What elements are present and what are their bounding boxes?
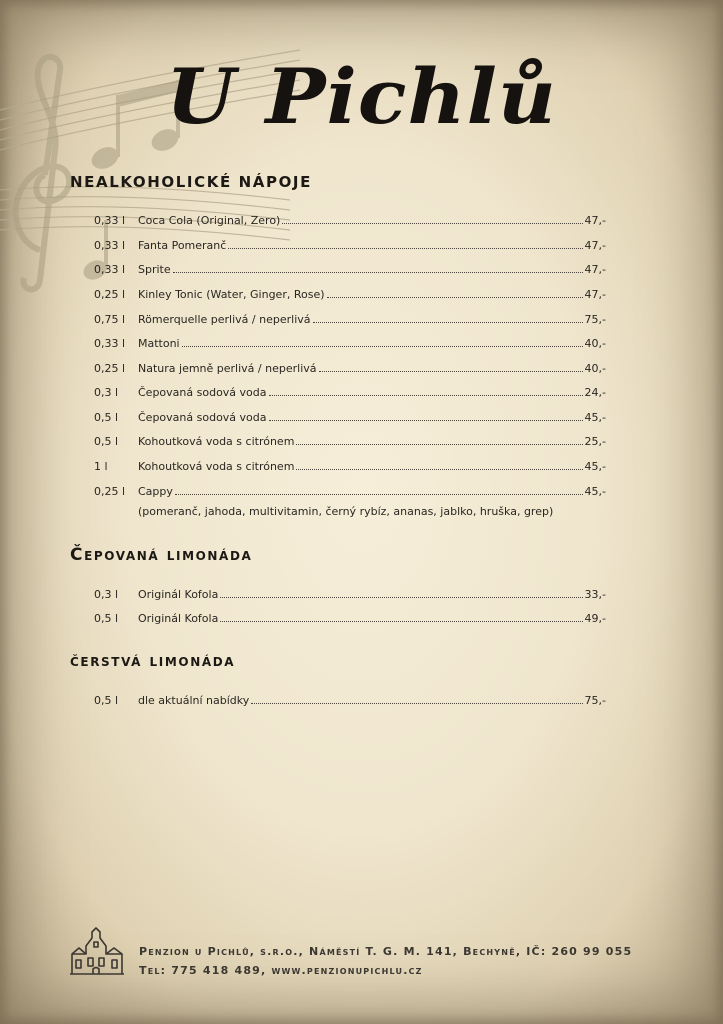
footer-address: Penzion u Pichlů, s.r.o., Náměstí T. G. M. 141, Bechyně, IČ: 260 99 055 (139, 945, 633, 958)
item-name: dle aktuální nabídky (138, 694, 250, 707)
menu-item (94, 588, 606, 604)
item-volume: 0,33 l (94, 263, 126, 276)
menu-item (94, 214, 606, 230)
menu-item (94, 288, 606, 304)
item-price: 45,- (584, 460, 606, 473)
item-name: Römerquelle perlivá / neperlivá (138, 313, 311, 326)
menu-item (94, 313, 606, 329)
menu-item (94, 411, 606, 427)
item-price: 40,- (584, 337, 606, 350)
dot-leader (220, 620, 582, 622)
item-name: Sprite (138, 263, 171, 276)
dot-leader (251, 702, 582, 704)
footer-contact: Tel: 775 418 489, www.penzionupichlu.cz (139, 964, 423, 977)
menu-item (94, 612, 606, 628)
item-volume: 0,5 l (94, 411, 119, 424)
item-price: 33,- (584, 588, 606, 601)
menu-item (94, 694, 606, 710)
dot-leader (173, 271, 583, 273)
item-name: Kohoutková voda s citrónem (138, 435, 295, 448)
item-note: (pomeranč, jahoda, multivitamin, černý rybíz, ananas, jablko, hruška, grep) (138, 505, 554, 518)
item-price: 40,- (584, 362, 606, 375)
item-volume: 0,3 l (94, 386, 119, 399)
item-volume: 0,33 l (94, 214, 126, 227)
dot-leader (269, 419, 583, 421)
dot-leader (282, 222, 582, 224)
menu-item (94, 263, 606, 279)
item-name: Originál Kofola (138, 612, 219, 625)
section-heading-cepovana-limonada: Čepovaná limonáda (70, 545, 253, 565)
item-volume: 0,5 l (94, 612, 119, 625)
menu-item (94, 485, 606, 501)
item-volume: 0,25 l (94, 362, 126, 375)
dot-leader (296, 443, 582, 445)
page-title: U Pichlů (165, 52, 558, 141)
dot-leader (228, 247, 582, 249)
dot-leader (269, 394, 583, 396)
item-price: 49,- (584, 612, 606, 625)
item-volume: 0,25 l (94, 485, 126, 498)
building-logo-icon (66, 924, 128, 978)
item-name: Kinley Tonic (Water, Ginger, Rose) (138, 288, 325, 301)
item-name: Čepovaná sodová voda (138, 411, 267, 424)
item-volume: 0,3 l (94, 588, 119, 601)
item-price: 25,- (584, 435, 606, 448)
item-name: Mattoni (138, 337, 180, 350)
item-name: Čepovaná sodová voda (138, 386, 267, 399)
item-name: Coca Cola (Original, Zero) (138, 214, 281, 227)
item-price: 24,- (584, 386, 606, 399)
item-price: 45,- (584, 411, 606, 424)
item-volume: 0,33 l (94, 337, 126, 350)
item-name: Fanta Pomeranč (138, 239, 227, 252)
item-name: Cappy (138, 485, 173, 498)
item-volume: 0,25 l (94, 288, 126, 301)
item-name: Originál Kofola (138, 588, 219, 601)
item-price: 47,- (584, 239, 606, 252)
item-volume: 0,5 l (94, 694, 119, 707)
item-volume: 1 l (94, 460, 108, 473)
item-price: 75,- (584, 313, 606, 326)
menu-item (94, 239, 606, 255)
item-name: Natura jemně perlivá / neperlivá (138, 362, 317, 375)
dot-leader (296, 468, 582, 470)
item-price: 45,- (584, 485, 606, 498)
dot-leader (220, 596, 582, 598)
item-price: 47,- (584, 214, 606, 227)
item-price: 47,- (584, 288, 606, 301)
dot-leader (319, 370, 583, 372)
item-volume: 0,5 l (94, 435, 119, 448)
item-name: Kohoutková voda s citrónem (138, 460, 295, 473)
menu-item (94, 386, 606, 402)
menu-item (94, 362, 606, 378)
item-price: 47,- (584, 263, 606, 276)
menu-item (94, 435, 606, 451)
section-heading-nealkoholicke: NEALKOHOLICKÉ NÁPOJE (70, 173, 312, 191)
menu-item (94, 460, 606, 476)
dot-leader (327, 296, 583, 298)
item-price: 75,- (584, 694, 606, 707)
menu-item (94, 337, 606, 353)
dot-leader (313, 321, 583, 323)
section-heading-cerstva-limonada: čerstvá limonáda (70, 651, 236, 671)
item-volume: 0,33 l (94, 239, 126, 252)
dot-leader (175, 493, 583, 495)
dot-leader (182, 345, 583, 347)
item-volume: 0,75 l (94, 313, 126, 326)
